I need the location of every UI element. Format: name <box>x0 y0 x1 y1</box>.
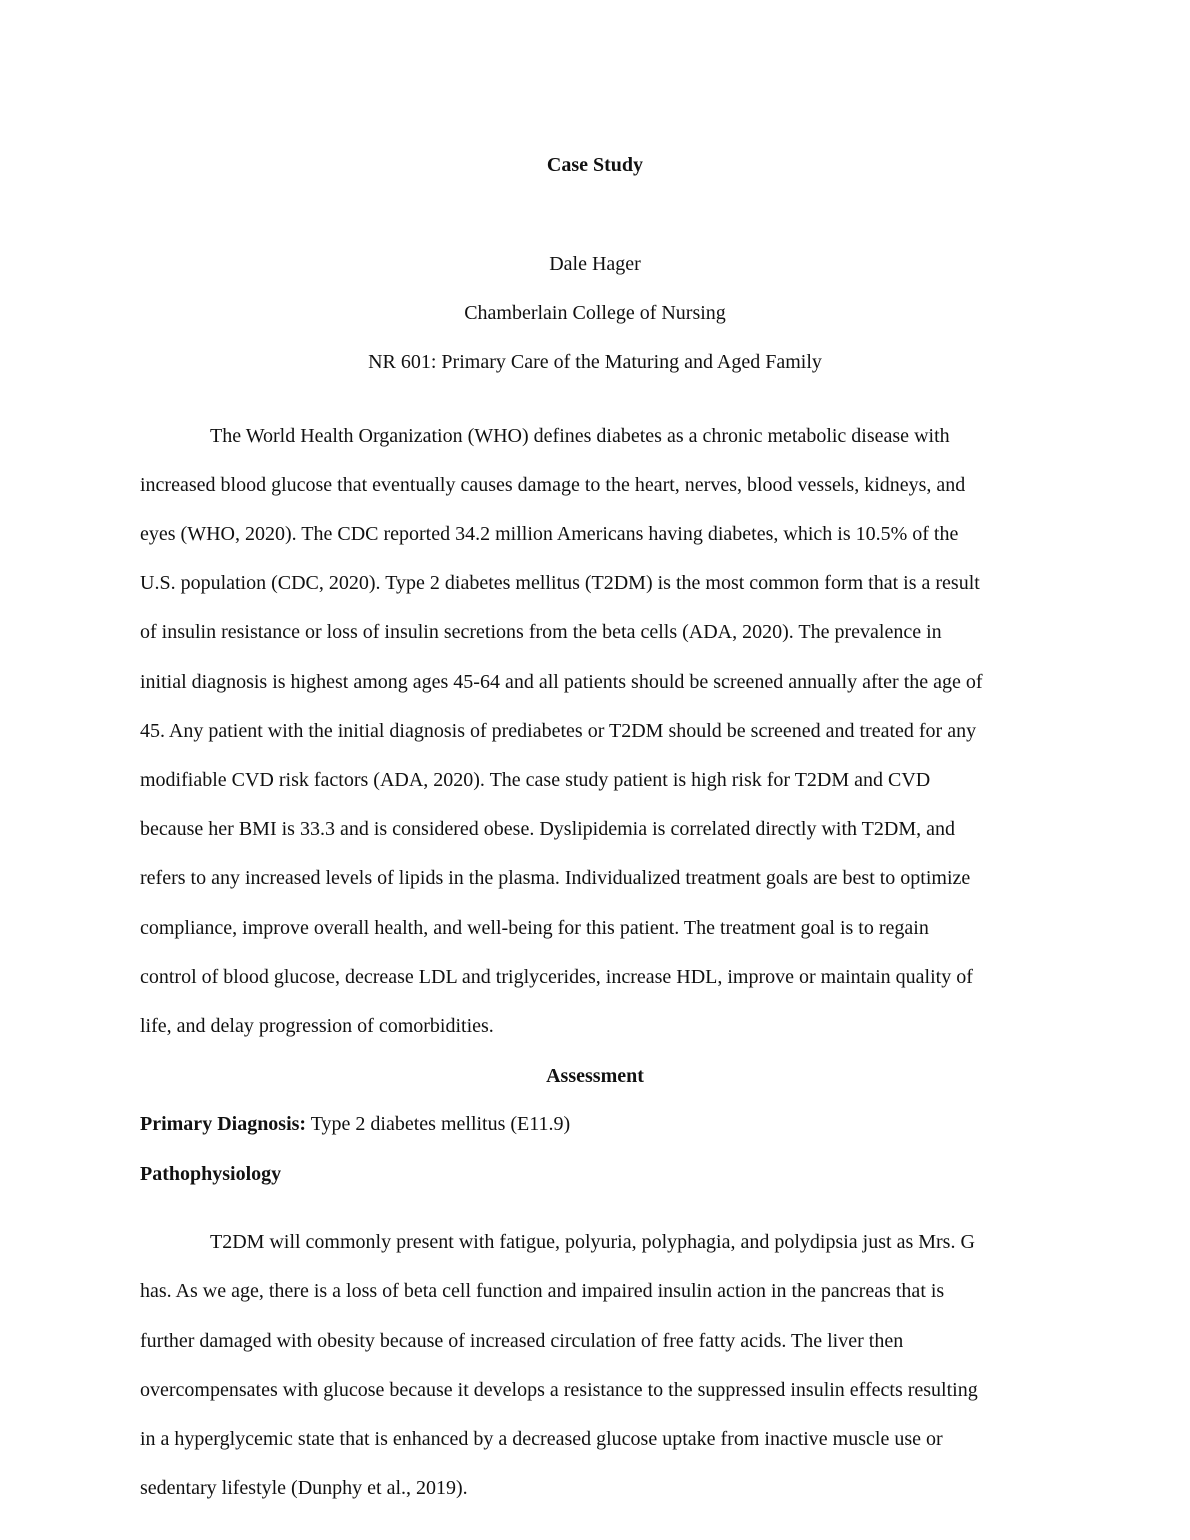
primary-diagnosis <box>140 1112 570 1136</box>
intro-line: eyes (WHO, 2020). The CDC reported 34.2 million Americans having diabetes, which is 10.5% of the <box>140 523 959 545</box>
pathophysiology-heading: Pathophysiology <box>140 1163 282 1185</box>
page-title: Case Study <box>546 154 644 176</box>
intro-line: U.S. population (CDC, 2020). Type 2 diabetes mellitus (T2DM) is the most common form that is a result <box>140 572 980 594</box>
primary-diagnosis-value: Type 2 diabetes mellitus (E11.9) <box>306 1113 571 1135</box>
intro-line: refers to any increased levels of lipids in the plasma. Individualized treatment goals are best to optimize <box>140 867 971 889</box>
intro-line: initial diagnosis is highest among ages 45-64 and all patients should be screened annually after the age of <box>140 671 983 693</box>
patho-line: further damaged with obesity because of increased circulation of free fatty acids. The liver then <box>140 1330 904 1352</box>
patho-line: has. As we age, there is a loss of beta cell function and impaired insulin action in the pancreas that is <box>140 1280 945 1302</box>
patho-line: overcompensates with glucose because it develops a resistance to the suppressed insulin effects resulting <box>140 1379 978 1401</box>
intro-line: life, and delay progression of comorbidities. <box>140 1015 494 1037</box>
patho-line: T2DM will commonly present with fatigue, polyuria, polyphagia, and polydipsia just as Mrs. G <box>210 1231 975 1253</box>
intro-line: because her BMI is 33.3 and is considered obese. Dyslipidemia is correlated directly with T2DM, and <box>140 818 955 840</box>
intro-line: compliance, improve overall health, and well-being for this patient. The treatment goal is to regain <box>140 917 929 939</box>
institution-name: Chamberlain College of Nursing <box>464 302 726 324</box>
intro-line: The World Health Organization (WHO) defines diabetes as a chronic metabolic disease with <box>210 425 950 447</box>
intro-line: 45. Any patient with the initial diagnosis of prediabetes or T2DM should be screened and treated for any <box>140 720 977 742</box>
primary-diagnosis-label: Primary Diagnosis: <box>140 1113 307 1135</box>
author-name: Dale Hager <box>549 253 641 275</box>
intro-line: increased blood glucose that eventually causes damage to the heart, nerves, blood vessels, kidneys, and <box>140 474 966 496</box>
intro-line: modifiable CVD risk factors (ADA, 2020). The case study patient is high risk for T2DM and CVD <box>140 769 931 791</box>
intro-line: control of blood glucose, decrease LDL and triglycerides, increase HDL, improve or maintain quality of <box>140 966 973 988</box>
patho-line: in a hyperglycemic state that is enhanced by a decreased glucose uptake from inactive muscle use or <box>140 1428 943 1450</box>
course-name: NR 601: Primary Care of the Maturing and Aged Family <box>368 351 822 373</box>
intro-line: of insulin resistance or loss of insulin secretions from the beta cells (ADA, 2020). The prevalence in <box>140 621 942 643</box>
patho-line: sedentary lifestyle (Dunphy et al., 2019). <box>140 1477 468 1499</box>
assessment-heading: Assessment <box>546 1065 644 1087</box>
